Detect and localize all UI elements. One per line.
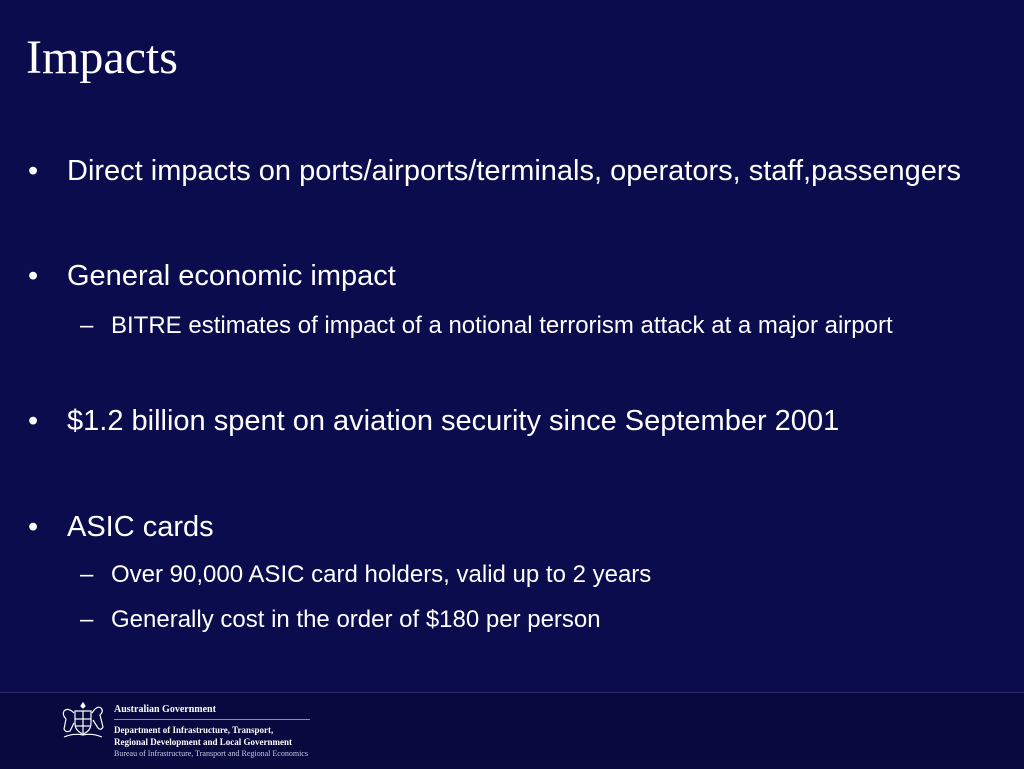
bureau-name: Bureau of Infrastructure, Transport and Regional Economics bbox=[114, 749, 308, 758]
bullet-text: ASIC cards bbox=[67, 511, 214, 543]
sub-bullet-marker: – bbox=[80, 312, 94, 339]
government-branding bbox=[114, 703, 310, 759]
slide-footer bbox=[0, 692, 1024, 769]
department-line-2: Regional Development and Local Government bbox=[114, 737, 292, 747]
slide-title: Impacts bbox=[26, 31, 178, 84]
bullet-marker: • bbox=[28, 155, 39, 187]
sub-bullet-text: Over 90,000 ASIC card holders, valid up to 2 years bbox=[111, 561, 652, 588]
bullet-marker: • bbox=[28, 511, 39, 543]
coat-of-arms-icon bbox=[58, 699, 108, 743]
government-name: Australian Government bbox=[114, 703, 310, 720]
bullet-marker: • bbox=[28, 260, 39, 292]
sub-bullet-marker: – bbox=[80, 606, 94, 633]
sub-bullet-marker: – bbox=[80, 561, 94, 588]
department-line-1: Department of Infrastructure, Transport, bbox=[114, 725, 274, 735]
bullet-text: $1.2 billion spent on aviation security since September 2001 bbox=[67, 405, 840, 437]
bullet-text: Direct impacts on ports/airports/terminals, operators, staff,passengers bbox=[67, 155, 962, 187]
sub-bullet-text: Generally cost in the order of $180 per person bbox=[111, 606, 601, 633]
bullet-text: General economic impact bbox=[67, 260, 396, 292]
sub-bullet-text: BITRE estimates of impact of a notional terrorism attack at a major airport bbox=[111, 312, 893, 339]
bullet-marker: • bbox=[28, 405, 39, 437]
